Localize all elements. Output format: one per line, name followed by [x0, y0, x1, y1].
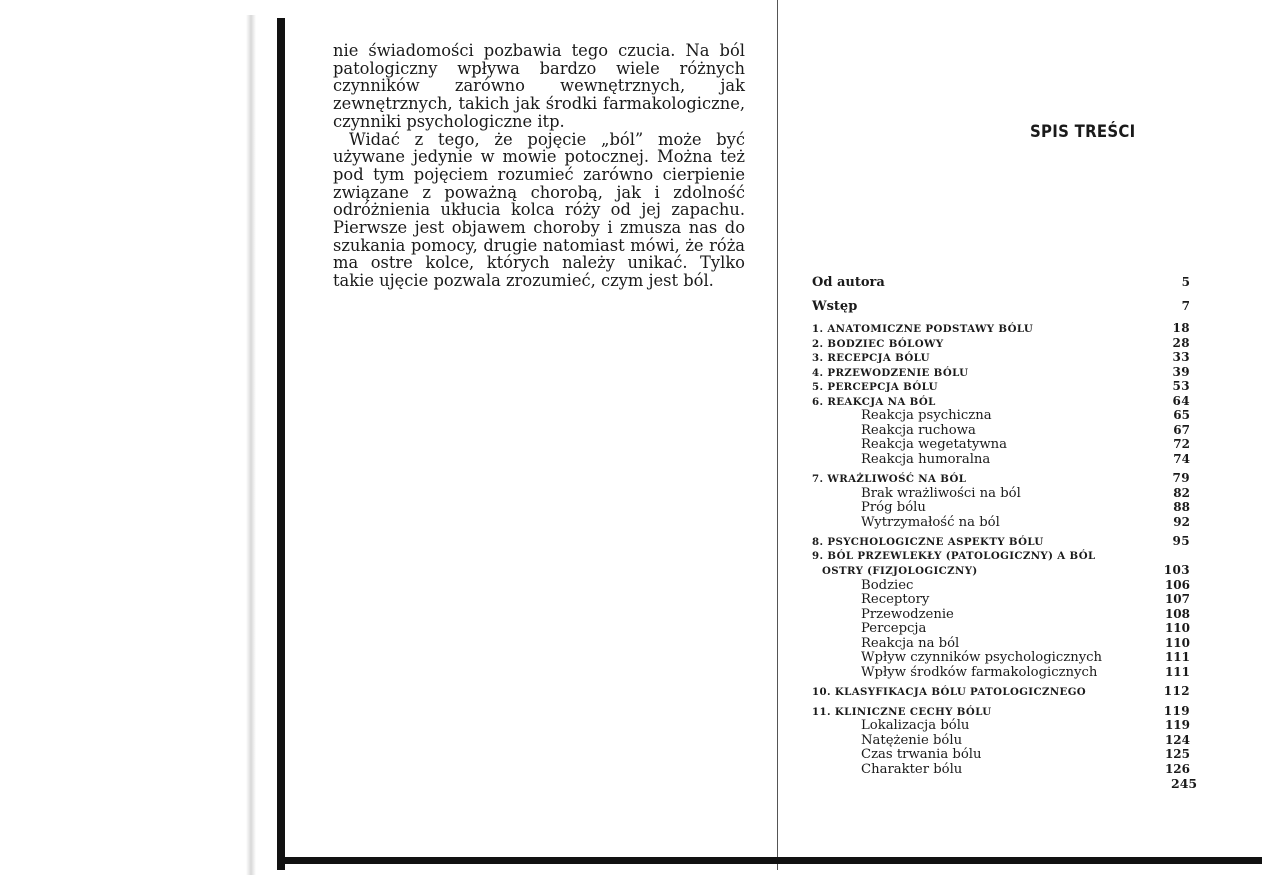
- toc-entry: [812, 747, 1190, 762]
- toc-entry: [812, 423, 1190, 438]
- toc-entry-page: 72: [1173, 437, 1190, 451]
- toc-entry: [812, 607, 1190, 622]
- toc-entry-label: Lokalizacja bólu: [861, 718, 970, 733]
- toc-entry: [812, 321, 1190, 336]
- toc-entry-page: 64: [1172, 393, 1190, 408]
- toc-entry-label: Reakcja humoralna: [861, 451, 991, 467]
- toc-entry-page: 92: [1173, 514, 1190, 529]
- toc-entry: [812, 563, 1190, 578]
- toc-entry-page: 74: [1173, 451, 1190, 466]
- toc-entry-label: 8. PSYCHOLOGICZNE ASPEKTY BÓLU: [812, 536, 1044, 548]
- toc-entry: [812, 621, 1190, 636]
- toc-entry: [812, 486, 1190, 501]
- toc-entry: [812, 379, 1190, 394]
- toc-entry: [812, 534, 1190, 549]
- toc-entry-label: 6. REAKCJA NA BÓL: [812, 395, 936, 408]
- toc-entry-label: 7. WRAŻLIWOŚĆ NA BÓL: [812, 473, 967, 485]
- toc-entry-page: 5: [1181, 275, 1190, 289]
- toc-entry-page: 119: [1163, 703, 1190, 718]
- toc-entry: [812, 684, 1190, 699]
- left-page-body: [333, 42, 745, 290]
- toc-entry-page: 67: [1173, 422, 1190, 437]
- toc-entry: [812, 452, 1190, 467]
- toc-entry-page: 33: [1172, 350, 1190, 364]
- toc-entry-label: Próg bólu: [861, 500, 926, 515]
- toc-entry-label: 10. KLASYFIKACJA BÓLU PATOLOGICZNEGO: [812, 686, 1087, 698]
- toc-entry-label: OSTRY (FIZJOLOGICZNY): [822, 565, 978, 577]
- toc-entry: [812, 718, 1190, 733]
- paragraph: Widać z tego, że pojęcie „ból” może być używane jedynie w mowie potocznej. Można też pod tym pojęciem rozumieć zarówno cierpienie związane z poważną chorobą, jak i zdolność odróżnienia ukłucia kolca róży od jej zapachu. Pierwsze jest objawem choroby i zmusza nas do szukania pomocy, drugie natomiast mówi, że róża ma ostre kolce, których należy unikać. Tylko takie ujęcie pozwala zrozumieć, czym jest ból.: [333, 129, 745, 291]
- toc-entry-page: 119: [1164, 718, 1190, 732]
- toc-entry-label: Reakcja ruchowa: [861, 422, 976, 438]
- toc-entry-label: Wstęp: [812, 299, 858, 314]
- toc-entry-page: 79: [1172, 471, 1190, 485]
- toc-entry-label: 2. BODZIEC BÓLOWY: [812, 337, 944, 350]
- toc-entry: [812, 471, 1190, 486]
- toc-entry-label: Bodziec: [861, 577, 914, 593]
- toc-entry-page: 110: [1164, 621, 1190, 635]
- toc-entry-label: Reakcja psychiczna: [861, 408, 992, 423]
- toc-entry-label: Receptory: [861, 592, 930, 607]
- toc-entry: [812, 515, 1190, 530]
- toc-entry-page: 39: [1172, 364, 1190, 379]
- toc-entry: [812, 336, 1190, 351]
- toc-entry-page: 107: [1164, 592, 1190, 606]
- toc-entry-label: 9. BÓL PRZEWLEKŁY (PATOLOGICZNY) A BÓL: [812, 549, 1096, 562]
- toc-entry-page: 108: [1164, 606, 1190, 621]
- toc-entry: [812, 762, 1190, 777]
- scan-edge-left: [277, 18, 285, 870]
- toc-entry-page: 110: [1164, 635, 1190, 650]
- scan-shadow: [246, 15, 256, 875]
- toc-entry: [812, 592, 1190, 607]
- toc-entry-page: 88: [1173, 500, 1190, 514]
- toc-entry: [812, 273, 1190, 292]
- toc-entry-label: Percepcja: [861, 621, 927, 636]
- toc-entry-page: 112: [1163, 684, 1190, 698]
- toc-entry: [812, 733, 1190, 748]
- toc-entry-label: Czas trwania bólu: [861, 747, 982, 762]
- toc-entry-label: Charakter bólu: [861, 761, 963, 777]
- toc-entry-page: 124: [1164, 732, 1190, 747]
- toc-entry-label: Przewodzenie: [861, 606, 954, 622]
- toc-entry-label: Wpływ czynników psychologicznych: [861, 650, 1103, 665]
- toc-entry: [812, 500, 1190, 515]
- toc-entry-label: 4. PRZEWODZENIE BÓLU: [812, 366, 969, 379]
- toc-entry: [812, 408, 1190, 423]
- toc-entry: [812, 704, 1190, 719]
- toc-entry-label: Wytrzymałość na ból: [861, 514, 1000, 530]
- toc-entry-page: 125: [1164, 747, 1190, 761]
- toc-entry-page: 65: [1173, 408, 1190, 422]
- toc-entry-label: Wpływ środków farmakologicznych: [861, 664, 1098, 680]
- page-number: 245: [1171, 776, 1198, 791]
- toc-entry: [812, 297, 1190, 316]
- toc-entry: [812, 650, 1190, 665]
- toc-entry-page: 82: [1173, 485, 1190, 500]
- toc-entry-label: Brak wrażliwości na ból: [861, 485, 1021, 501]
- toc-entry-label: 3. RECEPCJA BÓLU: [812, 352, 930, 364]
- toc-entry-page: 28: [1172, 335, 1190, 350]
- toc-entry-label: Reakcja na ból: [861, 635, 960, 651]
- toc-entry-page: 53: [1172, 379, 1190, 393]
- toc-title: SPIS TREŚCI: [1030, 122, 1136, 142]
- toc-entry: [812, 350, 1190, 365]
- toc-entry-page: 95: [1172, 534, 1190, 548]
- toc-entry-label: Natężenie bólu: [861, 732, 963, 748]
- table-of-contents: [812, 273, 1190, 776]
- toc-entry: [812, 394, 1190, 409]
- toc-entry: [812, 365, 1190, 380]
- toc-entry-label: Od autora: [812, 275, 885, 290]
- toc-entry-page: 111: [1164, 650, 1190, 664]
- toc-entry-page: 111: [1164, 664, 1190, 679]
- toc-entry-page: 126: [1164, 761, 1190, 776]
- toc-entry-label: 5. PERCEPCJA BÓLU: [812, 381, 938, 393]
- toc-entry-label: Reakcja wegetatywna: [861, 437, 1008, 452]
- page-seam: [777, 0, 778, 870]
- toc-entry-page: 7: [1181, 299, 1190, 313]
- toc-entry: [812, 636, 1190, 651]
- toc-entry-label: 11. KLINICZNE CECHY BÓLU: [812, 705, 992, 718]
- scan-edge-bottom: [283, 857, 1262, 864]
- toc-entry: [812, 578, 1190, 593]
- toc-entry-label: 1. ANATOMICZNE PODSTAWY BÓLU: [812, 323, 1034, 335]
- toc-entry-page: 106: [1164, 577, 1190, 592]
- toc-entry-page: 18: [1172, 321, 1190, 335]
- toc-entry: [812, 665, 1190, 680]
- paragraph: nie świadomości pozbawia tego czucia. Na ból patologiczny wpływa bardzo wiele różnych czynników zarówno wewnętrznych, jak zewnętrznych, takich jak środki farmakologiczne, czynniki psychologiczne itp.: [333, 41, 745, 131]
- toc-entry: [812, 437, 1190, 452]
- toc-entry-page: 103: [1163, 563, 1190, 577]
- toc-entry: [812, 549, 1190, 564]
